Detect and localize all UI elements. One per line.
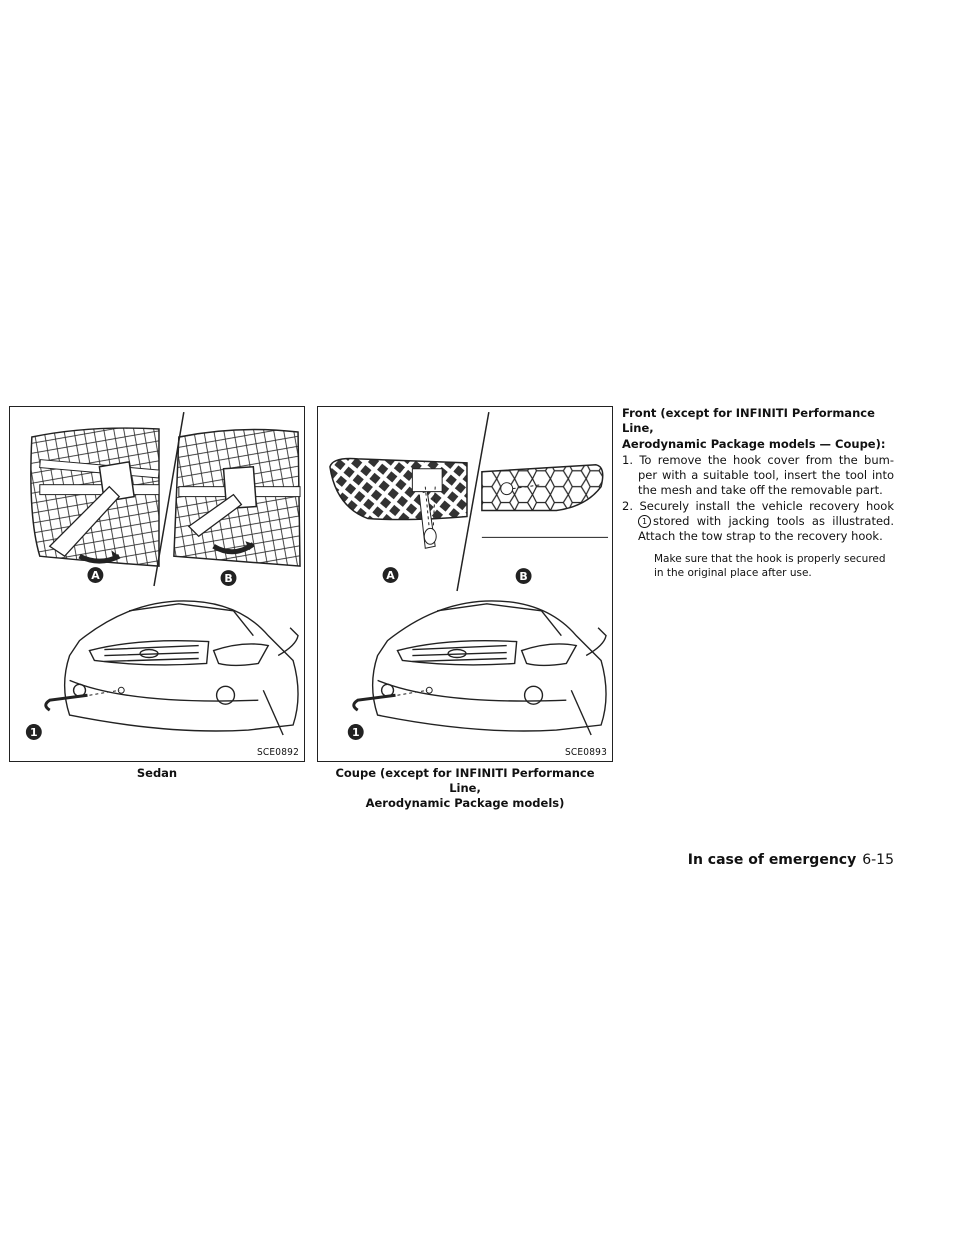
page-footer bbox=[688, 852, 894, 868]
callout-a bbox=[87, 567, 103, 583]
step-text-cont: stored with jacking tools as illustrated. Attach the tow strap to the recovery hook. bbox=[638, 514, 894, 544]
grille-removal-icon bbox=[31, 428, 159, 566]
svg-text:A: A bbox=[386, 569, 395, 583]
step-1 bbox=[622, 453, 894, 499]
svg-text:A: A bbox=[91, 569, 100, 583]
callout-b bbox=[516, 568, 532, 584]
caption-line: Coupe (except for INFINITI Performance Line, bbox=[335, 766, 595, 795]
figure-caption-coupe bbox=[320, 766, 610, 811]
grille-removal-icon bbox=[330, 459, 467, 549]
callout-ref-1: 1 bbox=[638, 515, 651, 528]
note-line: in the original place after use. bbox=[654, 566, 812, 579]
grille-removal-icon bbox=[482, 465, 608, 538]
figure-sedan bbox=[9, 406, 305, 762]
svg-text:1: 1 bbox=[351, 725, 360, 739]
callout-1 bbox=[348, 724, 364, 740]
callout-a bbox=[383, 567, 399, 583]
svg-text:B: B bbox=[224, 572, 233, 586]
heading-line: Front (except for INFINITI Performance Line, bbox=[622, 406, 875, 436]
figure-coupe bbox=[317, 406, 613, 762]
figure-code: SCE0892 bbox=[257, 747, 299, 758]
callout-b bbox=[221, 570, 237, 586]
page-number: 6-15 bbox=[862, 852, 894, 868]
figure-code: SCE0893 bbox=[565, 747, 607, 758]
caption-line: Aerodynamic Package models) bbox=[365, 796, 565, 810]
note-line: Make sure that the hook is properly secured bbox=[654, 552, 886, 565]
caption-line: Sedan bbox=[136, 766, 178, 780]
svg-text:B: B bbox=[519, 570, 528, 584]
step-number: 2. bbox=[622, 498, 633, 513]
section-heading bbox=[622, 406, 894, 452]
svg-text:1: 1 bbox=[30, 725, 38, 739]
vehicle-front-icon bbox=[373, 601, 606, 735]
grille-removal-icon bbox=[174, 429, 300, 566]
figure-caption-sedan bbox=[9, 766, 305, 781]
instructions-column bbox=[622, 406, 894, 580]
sedan-illustration bbox=[10, 407, 304, 761]
note bbox=[638, 552, 894, 580]
callout-1 bbox=[26, 724, 42, 740]
section-title: In case of emergency bbox=[687, 852, 857, 868]
step-number: 1. bbox=[622, 452, 633, 467]
step-2 bbox=[622, 499, 894, 580]
heading-line: Aerodynamic Package models — Coupe): bbox=[622, 436, 886, 451]
coupe-illustration bbox=[318, 407, 612, 761]
step-text: To remove the hook cover from the bum- per with a suitable tool, insert the tool into the mesh and take off the removable part. bbox=[638, 452, 894, 498]
vehicle-front-icon bbox=[65, 601, 298, 735]
step-text: Securely install the vehicle recovery hook bbox=[639, 498, 894, 513]
